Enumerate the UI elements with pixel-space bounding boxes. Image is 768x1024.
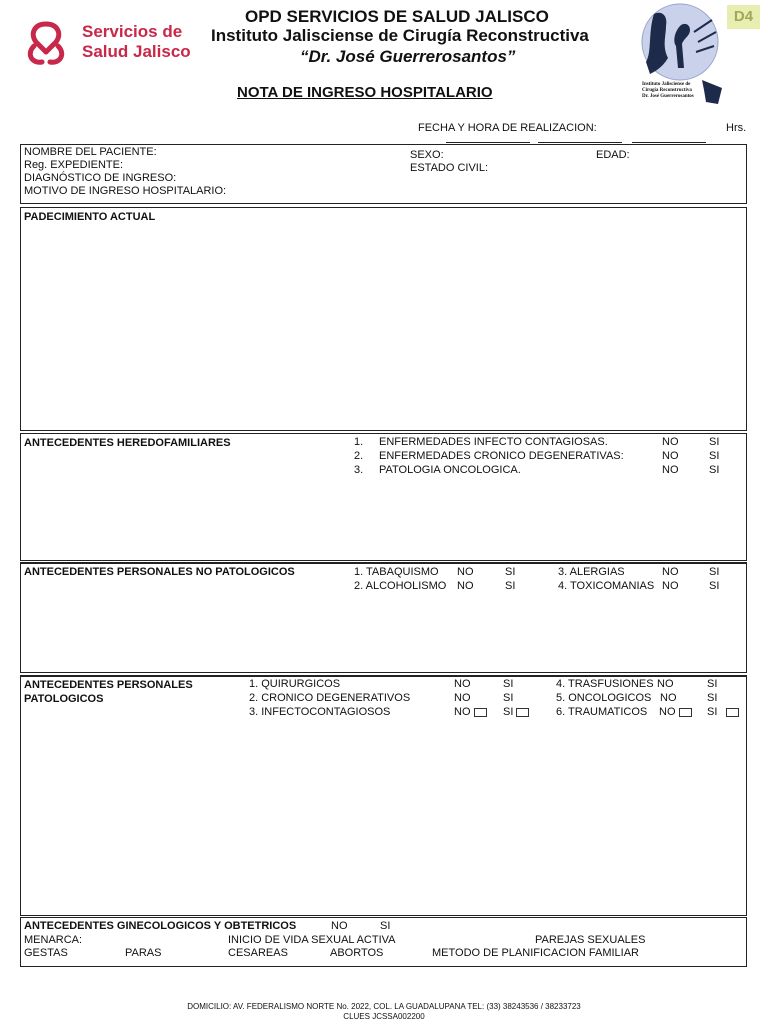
non-path-item-si: SI xyxy=(505,580,516,592)
path-item-no: NO xyxy=(454,692,471,704)
sexual-partners-label: PAREJAS SEXUALES xyxy=(535,934,646,946)
path-item-si-group xyxy=(503,706,529,718)
family-item-si: SI xyxy=(709,436,720,448)
path-item-no: NO xyxy=(454,678,471,690)
current-illness-title: PADECIMIENTO ACTUAL xyxy=(24,211,156,223)
document-code-badge: D4 xyxy=(727,5,760,29)
family-history-title: ANTECEDENTES HEREDOFAMILIARES xyxy=(24,437,231,449)
date-underline-2 xyxy=(538,142,622,143)
institute-title: Instituto Jalisciense de Cirugía Reconstructiva xyxy=(211,26,589,45)
path-item-no: NO xyxy=(660,692,677,704)
brand-name-line2: Salud Jalisco xyxy=(82,42,191,61)
family-item-no: NO xyxy=(662,464,679,476)
gyn-no: NO xyxy=(331,920,348,932)
civil-status-label: ESTADO CIVIL: xyxy=(410,162,489,174)
seal-text-1: Instituto Jalisciense de xyxy=(642,82,691,87)
non-path-item-label: 3. ALERGIAS xyxy=(558,566,625,578)
abortos-label: ABORTOS xyxy=(330,947,384,959)
family-item-label: ENFERMEDADES INFECTO CONTAGIOSAS. xyxy=(379,436,608,448)
checkbox-no[interactable] xyxy=(679,708,692,717)
family-item-label: PATOLOGIA ONCOLOGICA. xyxy=(379,464,521,476)
family-item-no: NO xyxy=(662,436,679,448)
pathological-title-line2: PATOLOGICOS xyxy=(24,693,104,705)
path-item-no: NO xyxy=(659,706,676,718)
path-item-label: 2. CRONICO DEGENERATIVOS xyxy=(249,692,411,704)
ivsa-label: INICIO DE VIDA SEXUAL ACTIVA xyxy=(228,934,396,946)
footer-address: DOMICILIO: AV. FEDERALISMO NORTE No. 2022, COL. LA GUADALUPANA TEL: (33) 38243536 / 38233723 xyxy=(187,1002,581,1011)
family-item-no: NO xyxy=(662,450,679,462)
family-item-si: SI xyxy=(709,450,720,462)
path-item-no-group xyxy=(659,706,692,718)
path-item-label: 1. QUIRURGICOS xyxy=(249,678,341,690)
cesareas-label: CESAREAS xyxy=(228,947,288,959)
hours-label: Hrs. xyxy=(726,122,747,134)
checkbox-no[interactable] xyxy=(474,708,487,717)
sex-label: SEXO: xyxy=(410,149,444,161)
path-item-label: 6. TRAUMATICOS xyxy=(556,706,648,718)
brand-name-line1: Servicios de xyxy=(82,22,183,41)
path-item-label: 5. ONCOLOGICOS xyxy=(556,692,652,704)
path-item-si: SI xyxy=(503,692,514,704)
family-item-number: 2. xyxy=(354,450,364,462)
current-illness-box xyxy=(20,207,747,431)
non-path-item-label: 2. ALCOHOLISMO xyxy=(354,580,447,592)
non-path-item-label: 1. TABAQUISMO xyxy=(354,566,439,578)
path-item-si: SI xyxy=(503,706,514,718)
gyn-si: SI xyxy=(380,920,391,932)
non-pathological-box xyxy=(20,562,747,673)
non-path-item-no: NO xyxy=(662,580,679,592)
record-label: Reg. EXPEDIENTE: xyxy=(24,159,124,171)
non-path-item-label: 4. TOXICOMANIAS xyxy=(558,580,655,592)
family-planning-label: METODO DE PLANIFICACION FAMILIAR xyxy=(432,947,639,959)
path-item-si: SI xyxy=(503,678,514,690)
path-item-si: SI xyxy=(707,678,718,690)
non-path-item-no: NO xyxy=(457,566,474,578)
org-title: OPD SERVICIOS DE SALUD JALISCO xyxy=(245,7,549,26)
gestas-label: GESTAS xyxy=(24,947,68,959)
non-path-item-si: SI xyxy=(709,566,720,578)
diagnosis-label: DIAGNÓSTICO DE INGRESO: xyxy=(24,172,177,184)
honoree-title: “Dr. José Guerrerosantos” xyxy=(300,47,516,66)
gynecological-title: ANTECEDENTES GINECOLOGICOS Y OBTETRICOS xyxy=(24,920,297,932)
date-underline-1 xyxy=(446,142,530,143)
family-item-si: SI xyxy=(709,464,720,476)
brand-logo xyxy=(20,18,220,70)
non-path-item-si: SI xyxy=(709,580,720,592)
admission-reason-label: MOTIVO DE INGRESO HOSPITALARIO: xyxy=(24,185,227,197)
family-item-number: 3. xyxy=(354,464,364,476)
family-item-label: ENFERMEDADES CRONICO DEGENERATIVAS: xyxy=(379,450,624,462)
patient-name-label: NOMBRE DEL PACIENTE: xyxy=(24,146,157,158)
paras-label: PARAS xyxy=(125,947,162,959)
path-item-label: 3. INFECTOCONTAGIOSOS xyxy=(249,706,391,718)
path-item-si: SI xyxy=(707,692,718,704)
date-time-label: FECHA Y HORA DE REALIZACION: xyxy=(418,122,597,134)
institute-seal xyxy=(632,2,732,114)
path-item-no: NO xyxy=(454,706,471,718)
path-item-si: SI xyxy=(707,706,718,718)
path-item-si-group xyxy=(707,706,739,718)
menarca-label: MENARCA: xyxy=(24,934,83,946)
age-label: EDAD: xyxy=(596,149,630,161)
path-item-no: NO xyxy=(657,678,674,690)
seal-text-2: Cirugía Reconstructiva xyxy=(642,88,692,93)
checkbox-si[interactable] xyxy=(516,708,529,717)
non-path-item-no: NO xyxy=(662,566,679,578)
form-title: NOTA DE INGRESO HOSPITALARIO xyxy=(237,84,493,101)
pathological-title-line1: ANTECEDENTES PERSONALES xyxy=(24,679,193,691)
non-pathological-title: ANTECEDENTES PERSONALES NO PATOLOGICOS xyxy=(24,566,295,578)
date-underline-3 xyxy=(632,142,706,143)
path-item-no-group xyxy=(454,706,487,718)
footer-clues: CLUES JCSSA002200 xyxy=(343,1012,425,1021)
brand-logo-icon xyxy=(20,18,72,70)
path-item-label: 4. TRASFUSIONES xyxy=(556,678,654,690)
non-path-item-si: SI xyxy=(505,566,516,578)
seal-text-3: Dr. José Guerrerosantos xyxy=(642,94,694,99)
checkbox-si[interactable] xyxy=(726,708,739,717)
non-path-item-no: NO xyxy=(457,580,474,592)
family-item-number: 1. xyxy=(354,436,364,448)
